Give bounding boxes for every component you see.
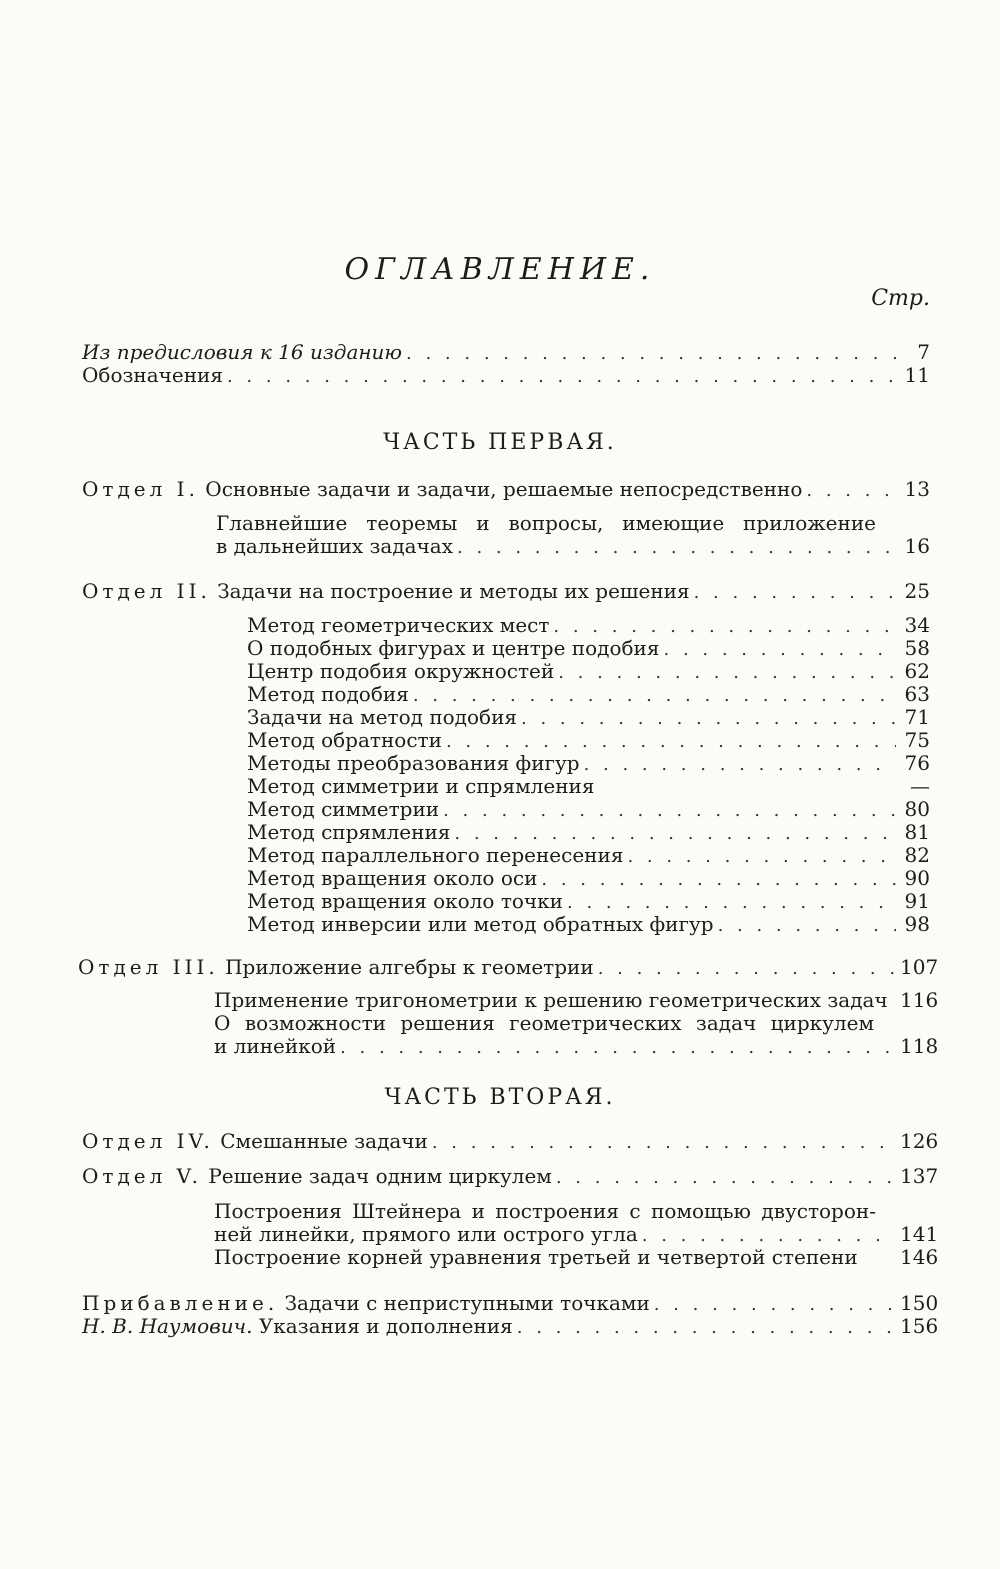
part-two-heading: ЧАСТЬ ВТОРАЯ. — [384, 1085, 616, 1110]
toc-sec2-item[interactable]: Метод спрямления . . . 81 — [247, 821, 930, 844]
toc-appendix[interactable]: Прибавление. Задачи с неприступными точками . . . 150 — [82, 1292, 930, 1315]
toc-sec5-item1-line1: Построения Штейнера и построения с помощью двусторон- — [214, 1199, 876, 1223]
toc-sec2-item[interactable]: Задачи на метод подобия . . . 71 — [247, 706, 930, 729]
toc-sec2-item[interactable]: Метод геометрических мест . . . 34 — [247, 614, 930, 637]
toc-notes[interactable]: Н. В. Наумович. Указания и дополнения . . . 156 — [82, 1315, 930, 1338]
toc-entry-preface[interactable]: Из предисловия к 16 изданию . . . 7 — [82, 341, 930, 364]
toc-sec3-item[interactable]: Применение тригонометрии к решению геометрических задач 116 — [214, 988, 939, 1012]
toc-sec2-item[interactable]: Метод вращения около точки . . . 91 — [247, 890, 930, 913]
toc-sec2-item[interactable]: Центр подобия окружностей . . . 62 — [247, 660, 930, 683]
toc-sec3-item2-line1: О возможности решения геометрических задач циркулем — [214, 1011, 874, 1035]
toc-sec2-item[interactable]: Методы преобразования фигур . . . 76 — [247, 752, 930, 775]
toc-sec2-item[interactable]: Метод параллельного перенесения . . . 82 — [247, 844, 930, 867]
toc-sec3-item2-entry[interactable]: и линейкой . . . 118 — [214, 1035, 930, 1058]
page-column-label: Стр. — [871, 286, 930, 311]
toc-section-5[interactable]: Отдел V. Решение задач одним циркулем . . . 137 — [82, 1165, 930, 1188]
page-title: ОГЛАВЛЕНИЕ. — [344, 252, 656, 287]
toc-sec2-item[interactable]: Метод симметрии и спрямления — — [247, 774, 930, 798]
toc-sec2-item[interactable]: Метод подобия . . . 63 — [247, 683, 930, 706]
toc-sec2-item[interactable]: Метод симметрии . . . 80 — [247, 798, 930, 821]
toc-sec2-item[interactable]: О подобных фигурах и центре подобия . . . 58 — [247, 637, 930, 660]
toc-section-4[interactable]: Отдел IV. Смешанные задачи . . . 126 — [82, 1130, 930, 1153]
toc-sec5-item1-entry[interactable]: ней линейки, прямого или острого угла . . . 141 — [214, 1223, 930, 1246]
toc-sec5-item2-entry[interactable]: Построение корней уравнения третьей и четвертой степени 146 — [214, 1245, 939, 1269]
toc-sec1-sub-entry[interactable]: в дальнейших задачах . . . 16 — [216, 535, 930, 558]
part-one-heading: ЧАСТЬ ПЕРВАЯ. — [383, 430, 617, 455]
toc-sec2-item[interactable]: Метод вращения около оси . . . 90 — [247, 867, 930, 890]
toc-sec2-item[interactable]: Метод обратности . . . 75 — [247, 729, 930, 752]
toc-entry-notation[interactable]: Обозначения . . . 11 — [82, 364, 930, 387]
toc-sec2-item[interactable]: Метод инверсии или метод обратных фигур . . . 98 — [247, 913, 930, 936]
toc-section-1[interactable]: Отдел I. Основные задачи и задачи, решаемые непосредственно . . . 13 — [82, 478, 930, 501]
toc-section-3[interactable]: Отдел III. Приложение алгебры к геометрии . . . 107 — [78, 956, 930, 979]
toc-sec1-sub-line1: Главнейшие теоремы и вопросы, имеющие приложение — [216, 511, 876, 535]
toc-section-2[interactable]: Отдел II. Задачи на построение и методы их решения . . . 25 — [82, 580, 930, 603]
